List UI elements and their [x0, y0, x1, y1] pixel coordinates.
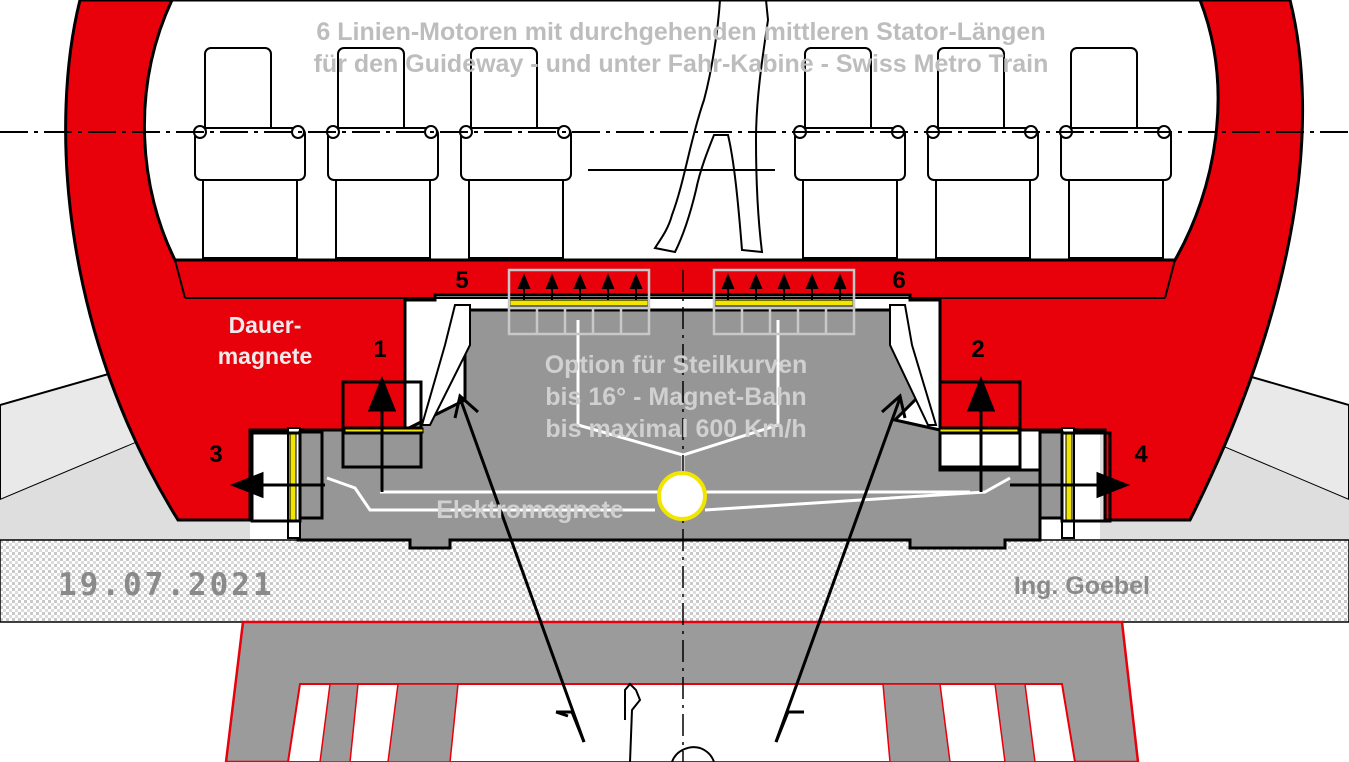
footer-author: Ing. Goebel [1013, 572, 1150, 600]
motor-number-5: 5 [455, 267, 469, 294]
title-line-1: 6 Linien-Motoren mit durchgehenden mittleren Stator-Längen [316, 18, 1046, 46]
guideway-support [226, 622, 1138, 762]
label-option-line3: bis maximal 600 Km/h [545, 415, 807, 443]
label-dauer-line2: magnete [217, 343, 313, 369]
label-option-line1: Option für Steilkurven [544, 351, 808, 379]
footer-date: 19.07.2021 [58, 567, 275, 603]
label-option-line2: bis 16° - Magnet-Bahn [545, 383, 807, 411]
motor-number-6: 6 [892, 267, 906, 294]
motor-number-3: 3 [209, 441, 223, 468]
label-dauer-line1: Dauer- [228, 312, 302, 338]
motor-number-1: 1 [373, 336, 387, 363]
motor-number-2: 2 [971, 336, 985, 363]
label-elektromagnete: Elektromagnete [436, 496, 624, 524]
title-line-2: für den Guideway - und unter Fahr-Kabine - Swiss Metro Train [313, 50, 1049, 78]
center-coil [659, 473, 705, 519]
motor-number-4: 4 [1134, 441, 1148, 468]
